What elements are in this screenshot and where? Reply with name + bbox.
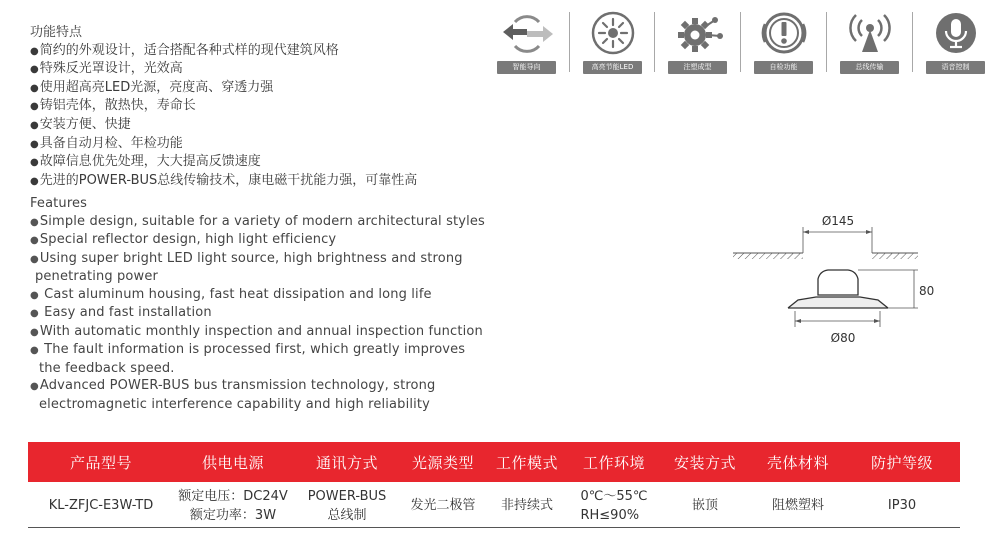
features-cn-title: 功能特点 [30, 25, 83, 40]
cell-light-source: 发光二极管 [410, 498, 476, 514]
icon-cell-self-check [752, 10, 815, 74]
divider [912, 12, 913, 72]
icon-cell-guidance [495, 10, 558, 74]
header-material: 壳体材料 [752, 442, 844, 482]
icon-label: 总线传输 [840, 61, 899, 74]
alert-self-check-icon [754, 10, 814, 58]
header-light-source: 光源类型 [402, 442, 484, 482]
header-protection: 防护等级 [844, 442, 960, 482]
feature-cn-item: ● 安装方便、快捷 [30, 116, 417, 135]
feature-en-item: ● The fault information is processed first, which greatly improves [30, 341, 485, 360]
divider [826, 12, 827, 72]
header-comm: 通讯方式 [292, 442, 402, 482]
luminaire-outline-diagram [728, 205, 988, 350]
height-label: 80 [919, 284, 935, 298]
icon-label: 语音控制 [926, 61, 985, 74]
icon-label: 注塑成型 [668, 61, 727, 74]
feature-en-item: ● Using super bright LED light source, high brightness and strong [30, 250, 485, 269]
cell-protection: IP30 [887, 498, 917, 514]
feature-cn-item: ● 特殊反光罩设计，光效高 [30, 60, 417, 79]
sun-led-icon [583, 10, 643, 58]
feature-cn-item: ● 使用超高亮LED光源，亮度高、穿透力强 [30, 79, 417, 98]
icon-cell-led [581, 10, 644, 74]
header-env: 工作环境 [570, 442, 658, 482]
cell-model: KL-ZFJC-E3W-TD [48, 498, 154, 514]
cell-power [174, 482, 292, 527]
body-diameter-label: Ø80 [830, 331, 856, 345]
comm-type: 总线制 [327, 507, 367, 523]
icon-label: 自检功能 [754, 61, 813, 74]
env-temperature: 0℃～55℃ [580, 488, 648, 504]
feature-en-item: ● Simple design, suitable for a variety of modern architectural styles [30, 213, 485, 232]
features-en-title: Features [30, 196, 88, 211]
divider [569, 12, 570, 72]
cell-material: 阻燃塑料 [771, 498, 824, 514]
feature-en-item: ● Easy and fast installation [30, 304, 485, 323]
header-install: 安装方式 [658, 442, 752, 482]
cell-comm [292, 482, 402, 527]
power-voltage: 额定电压：DC24V [178, 488, 288, 504]
feature-en-continuation: penetrating power [35, 269, 158, 284]
icon-cell-molding [666, 10, 729, 74]
signal-tower-icon [840, 10, 900, 58]
feature-en-item: ● Cast aluminum housing, fast heat dissipation and long life [30, 286, 485, 305]
env-humidity: RH≤90% [580, 507, 640, 523]
spec-table [28, 442, 960, 528]
cell-install: 嵌顶 [691, 498, 718, 514]
arrows-icon [497, 10, 557, 58]
divider [740, 12, 741, 72]
cell-env [570, 482, 658, 527]
header-mode: 工作模式 [484, 442, 570, 482]
feature-cn-item: ● 具备自动月检、年检功能 [30, 135, 417, 154]
icon-cell-voice [924, 10, 987, 74]
divider [654, 12, 655, 72]
power-wattage: 额定功率：3W [189, 507, 277, 523]
spec-table-header-row [28, 442, 960, 482]
gear-molding-icon [668, 10, 728, 58]
cell-mode: 非持续式 [500, 498, 553, 514]
icon-label: 智能导向 [497, 61, 556, 74]
spec-table-row [28, 482, 960, 527]
header-power: 供电电源 [174, 442, 292, 482]
icon-cell-bus [838, 10, 901, 74]
feature-en-item: ● Special reflector design, high light efficiency [30, 231, 485, 250]
feature-icon-row [495, 10, 990, 74]
feature-cn-item: ● 简约的外观设计，适合搭配各种式样的现代建筑风格 [30, 42, 417, 61]
dimension-drawing [728, 205, 988, 350]
feature-en-continuation: the feedback speed. [39, 360, 175, 376]
feature-en-item: ● Advanced POWER-BUS bus transmission technology, strong [30, 377, 485, 396]
feature-cn-item: ● 铸铝壳体，散热快，寿命长 [30, 97, 417, 116]
features-en [30, 195, 485, 413]
feature-cn-item: ● 先进的POWER-BUS总线传输技术，康电磁干扰能力强，可靠性高 [30, 172, 417, 191]
header-model: 产品型号 [28, 442, 174, 482]
features-cn [30, 24, 417, 190]
feature-en-item: ● With automatic monthly inspection and annual inspection function [30, 323, 485, 342]
comm-protocol: POWER-BUS [307, 488, 387, 504]
feature-en-continuation: electromagnetic interference capability and high reliability [39, 396, 430, 412]
icon-label: 高亮节能LED [583, 61, 642, 74]
feature-cn-item: ● 故障信息优先处理，大大提高反馈速度 [30, 153, 417, 172]
cutout-diameter-label: Ø145 [821, 214, 855, 228]
microphone-icon [926, 10, 986, 58]
